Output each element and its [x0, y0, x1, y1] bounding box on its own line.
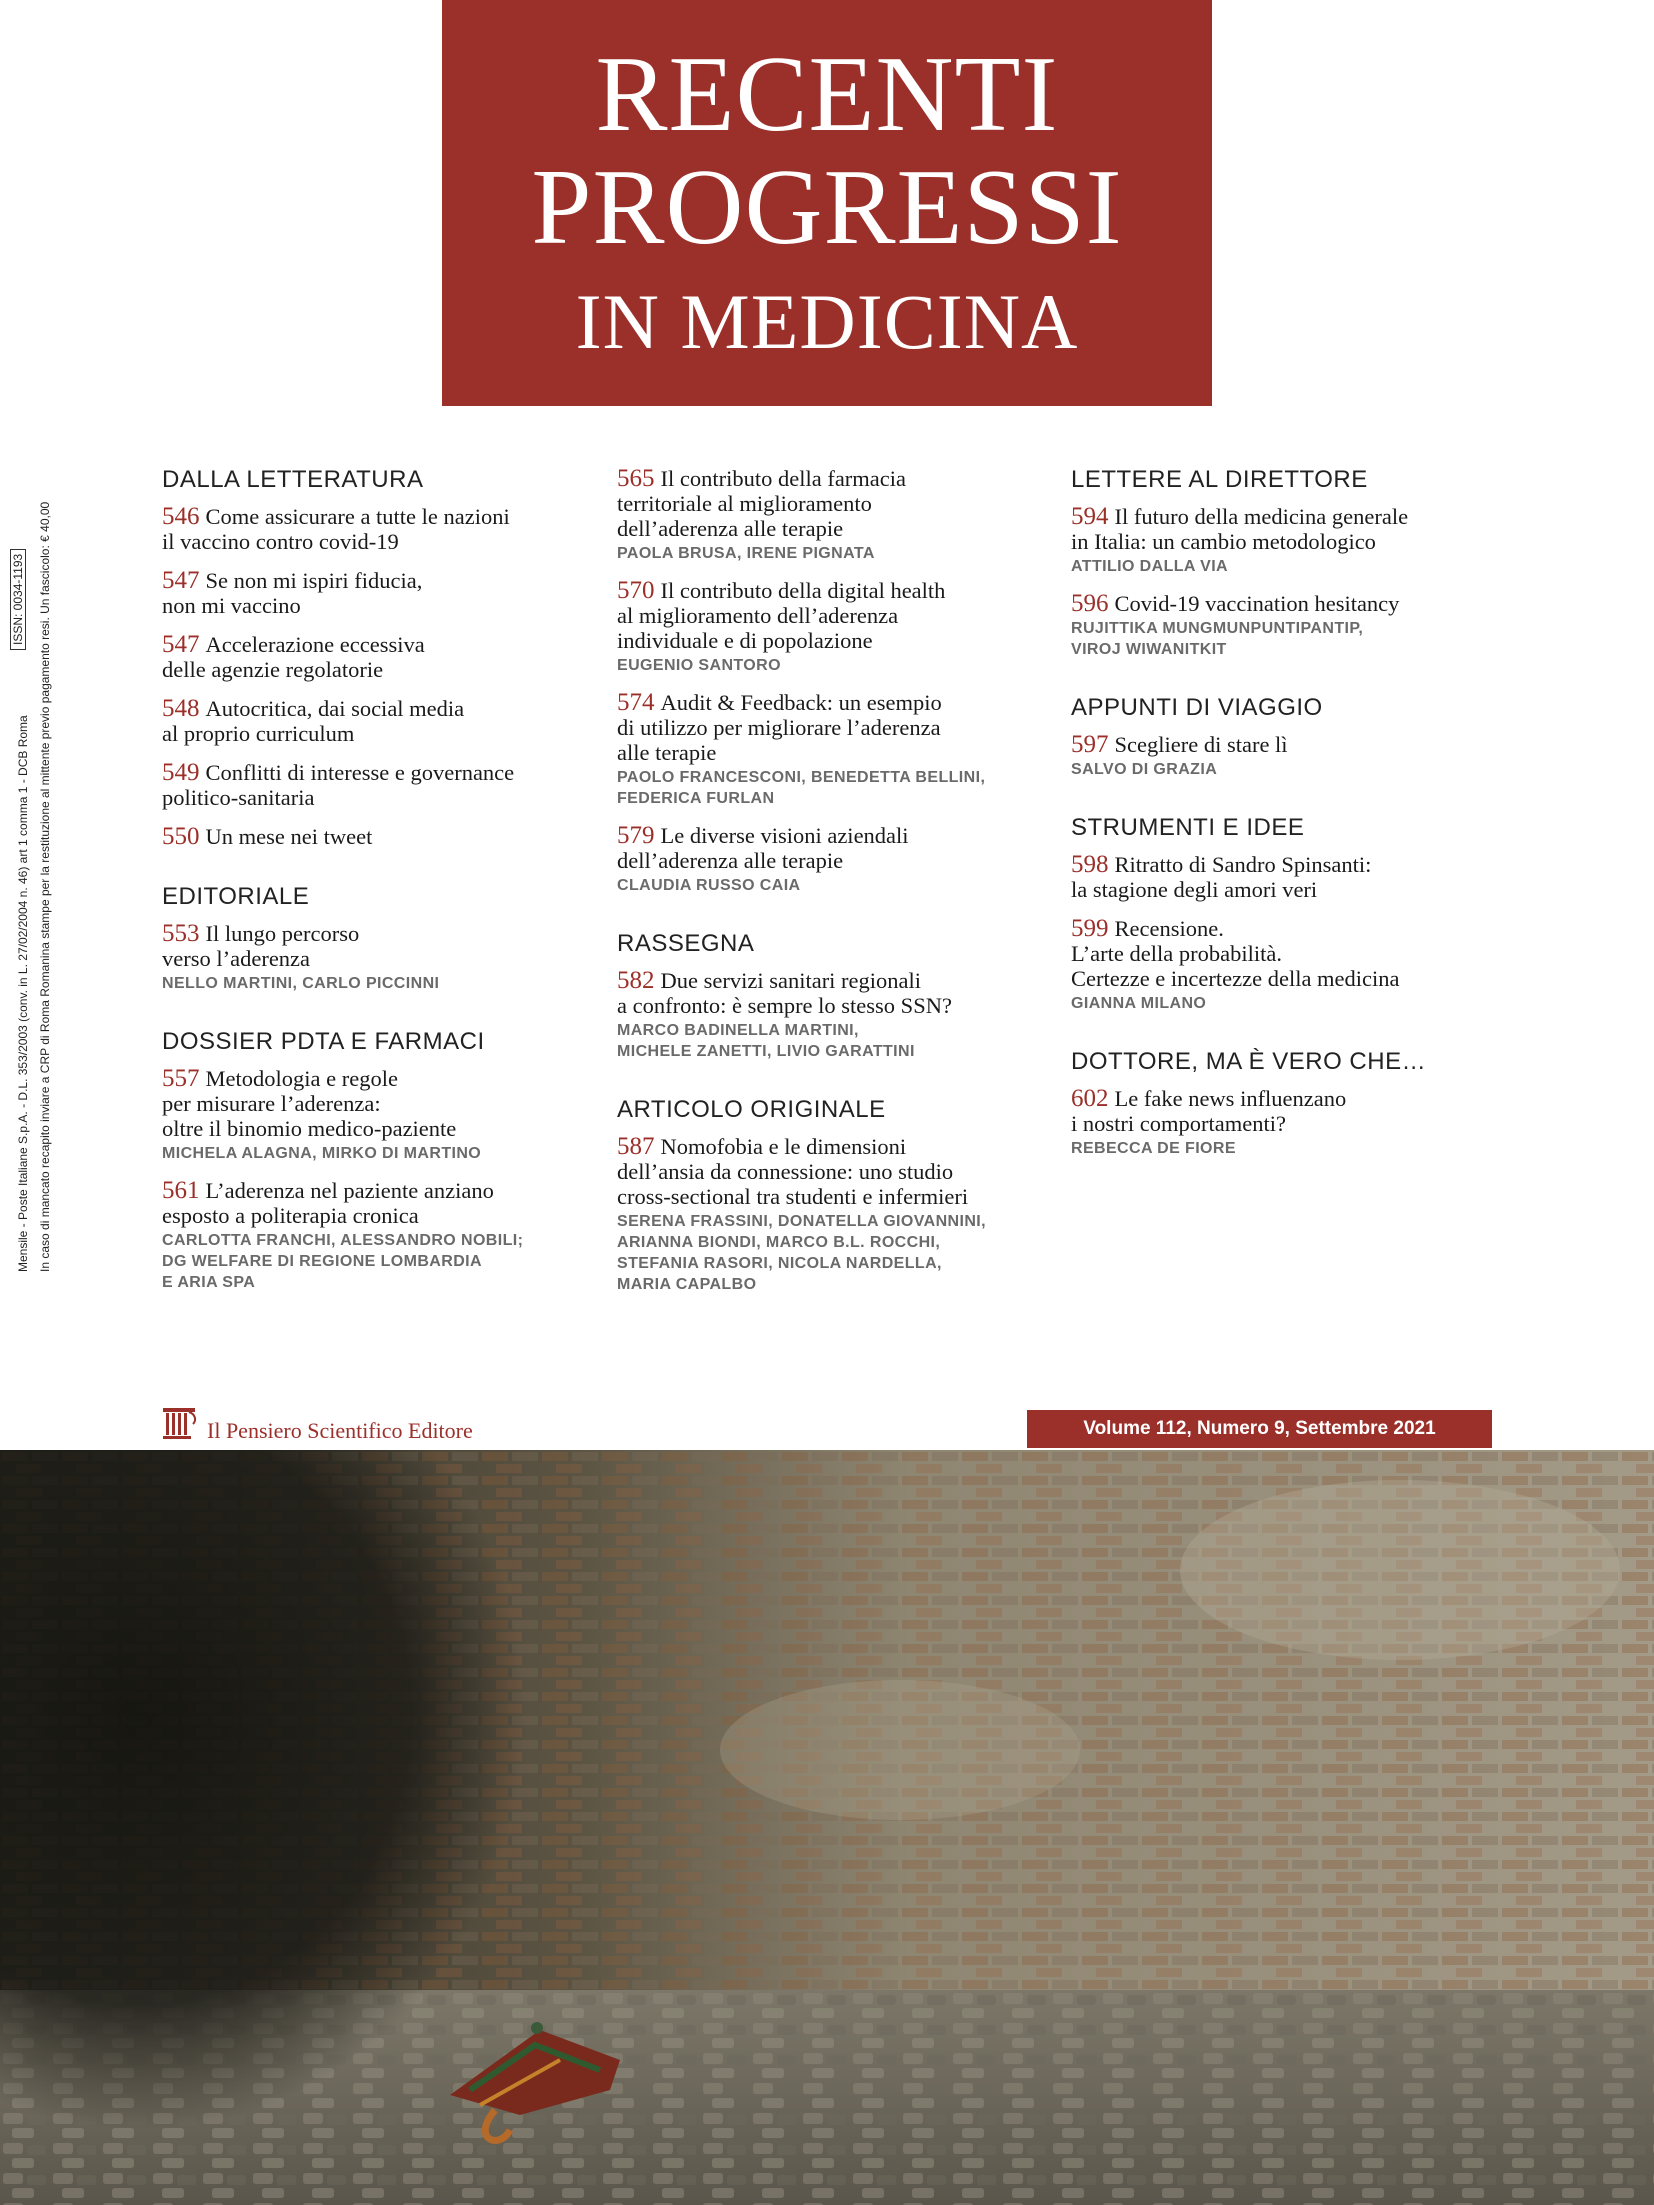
article-title-line: non mi vaccino	[162, 593, 301, 618]
toc-item[interactable]	[162, 568, 592, 618]
article-authors: PAOLO FRANCESCONI, BENEDETTA BELLINI,	[617, 769, 986, 786]
masthead-line-2: PROGRESSI	[531, 148, 1123, 267]
article-authors: E ARIA SPA	[162, 1274, 256, 1291]
page-number: 574	[617, 689, 655, 716]
issn-label: ISSN: 0034-1193	[10, 549, 26, 650]
article-authors: MICHELE ZANETTI, LIVIO GARATTINI	[617, 1043, 915, 1060]
toc-item[interactable]	[617, 690, 1047, 809]
section-heading: LETTERE AL DIRETTORE	[1071, 466, 1368, 493]
article-title: Le fake news influenzano	[1114, 1086, 1347, 1111]
article-authors: MARIA CAPALBO	[617, 1276, 757, 1293]
article-title-line: individuale e di popolazione	[617, 628, 873, 653]
toc-item[interactable]	[617, 466, 1047, 564]
toc-item[interactable]	[1071, 916, 1501, 1014]
masthead-line-1: RECENTI	[595, 35, 1059, 154]
section-heading: STRUMENTI E IDEE	[1071, 814, 1305, 841]
toc-item[interactable]	[1071, 732, 1501, 780]
page-number: 579	[617, 822, 655, 849]
page-number: 561	[162, 1177, 200, 1204]
section-heading: ARTICOLO ORIGINALE	[617, 1096, 886, 1123]
article-title: Ritratto di Sandro Spinsanti:	[1114, 852, 1372, 877]
article-title-line: la stagione degli amori veri	[1071, 877, 1318, 902]
page-number: 550	[162, 823, 200, 850]
article-title-line: cross-sectional tra studenti e infermieri	[617, 1184, 969, 1209]
article-authors: GIANNA MILANO	[1071, 995, 1207, 1012]
page-number: 548	[162, 695, 200, 722]
page-number: 596	[1071, 590, 1109, 617]
publisher-name: Il Pensiero Scientifico Editore	[207, 1418, 473, 1443]
article-title: Se non mi ispiri fiducia,	[205, 568, 423, 593]
article-title: Le diverse visioni aziendali	[660, 823, 909, 848]
article-title: Il futuro della medicina generale	[1114, 504, 1409, 529]
article-title-line: oltre il binomio medico-paziente	[162, 1116, 457, 1141]
article-authors: CLAUDIA RUSSO CAIA	[617, 877, 801, 894]
toc-column-2	[617, 466, 1047, 1309]
article-title-line: in Italia: un cambio metodologico	[1071, 529, 1376, 554]
article-authors: EUGENIO SANTORO	[617, 657, 781, 674]
page-number: 599	[1071, 915, 1109, 942]
section-heading: DALLA LETTERATURA	[162, 466, 424, 493]
page-number: 546	[162, 503, 200, 530]
toc-item[interactable]	[617, 578, 1047, 676]
toc-item[interactable]	[162, 1066, 592, 1164]
masthead	[442, 0, 1212, 406]
page-number: 602	[1071, 1085, 1109, 1112]
article-title-line: dell’ansia da connessione: uno studio	[617, 1159, 954, 1184]
toc-item[interactable]	[617, 968, 1047, 1062]
page-number: 594	[1071, 503, 1109, 530]
article-title: Metodologia e regole	[205, 1066, 398, 1091]
article-authors: MICHELA ALAGNA, MIRKO DI MARTINO	[162, 1145, 482, 1162]
article-title-line: il vaccino contro covid-19	[162, 529, 399, 554]
section-heading: DOTTORE, MA È VERO CHE…	[1071, 1048, 1427, 1075]
article-authors: ARIANNA BIONDI, MARCO B.L. ROCCHI,	[617, 1234, 941, 1251]
toc-item[interactable]	[162, 921, 592, 994]
publisher-logo-icon	[161, 1404, 199, 1442]
article-title-line: alle terapie	[617, 740, 717, 765]
article-title-line: al miglioramento dell’aderenza	[617, 603, 899, 628]
article-title: Recensione.	[1114, 916, 1224, 941]
toc-item[interactable]	[162, 824, 592, 849]
article-title-line: territoriale al miglioramento	[617, 491, 872, 516]
volume-info: Volume 112, Numero 9, Settembre 2021	[1027, 1410, 1492, 1448]
article-title: Scegliere di stare lì	[1114, 732, 1288, 757]
toc-item[interactable]	[162, 760, 592, 810]
article-authors: ATTILIO DALLA VIA	[1071, 558, 1229, 575]
section-heading: RASSEGNA	[617, 930, 755, 957]
article-title: Covid-19 vaccination hesitancy	[1114, 591, 1400, 616]
cover-photo	[0, 1450, 1654, 2205]
article-authors: FEDERICA FURLAN	[617, 790, 775, 807]
article-title: Nomofobia e le dimensioni	[660, 1134, 907, 1159]
page-number: 587	[617, 1133, 655, 1160]
wall-photo-image	[0, 1450, 1654, 2205]
article-authors: STEFANIA RASORI, NICOLA NARDELLA,	[617, 1255, 942, 1272]
page-number: 547	[162, 567, 200, 594]
article-title-line: verso l’aderenza	[162, 946, 311, 971]
section-heading: EDITORIALE	[162, 883, 310, 910]
article-title: Audit & Feedback: un esempio	[660, 690, 942, 715]
article-authors: PAOLA BRUSA, IRENE PIGNATA	[617, 545, 875, 562]
page-number: 553	[162, 920, 200, 947]
article-title-line: i nostri comportamenti?	[1071, 1111, 1286, 1136]
page-number: 570	[617, 577, 655, 604]
masthead-line-3: IN MEDICINA	[575, 278, 1079, 365]
toc-item[interactable]	[162, 504, 592, 554]
article-title-line: a confronto: è sempre lo stesso SSN?	[617, 993, 952, 1018]
article-title-line: L’arte della probabilità.	[1071, 941, 1282, 966]
article-title-line: Certezze e incertezze della medicina	[1071, 966, 1400, 991]
toc-column-3	[1071, 466, 1501, 1173]
page-number: 597	[1071, 731, 1109, 758]
article-title: Il lungo percorso	[205, 921, 360, 946]
article-title: Il contributo della farmacia	[660, 466, 907, 491]
article-title: Conflitti di interesse e governance	[205, 760, 515, 785]
page-number: 565	[617, 465, 655, 492]
article-title-line: di utilizzo per migliorare l’aderenza	[617, 715, 941, 740]
toc-item[interactable]	[1071, 852, 1501, 902]
page-number: 582	[617, 967, 655, 994]
page-number: 598	[1071, 851, 1109, 878]
article-authors: VIROJ WIWANITKIT	[1071, 641, 1227, 658]
article-authors: DG WELFARE DI REGIONE LOMBARDIA	[162, 1253, 482, 1270]
section-heading: APPUNTI DI VIAGGIO	[1071, 694, 1323, 721]
article-title: Autocritica, dai social media	[205, 696, 465, 721]
postal-line-2: In caso di mancato recapito inviare a CRP di Roma Romanina stampe per la restituzione al mittente previo pagamento resi. Un fascicolo: € 40,00	[38, 501, 52, 1272]
article-authors: MARCO BADINELLA MARTINI,	[617, 1022, 859, 1039]
article-title-line: esposto a politerapia cronica	[162, 1203, 419, 1228]
article-title-line: per misurare l’aderenza:	[162, 1091, 381, 1116]
toc-item[interactable]	[162, 632, 592, 682]
article-title: Due servizi sanitari regionali	[660, 968, 922, 993]
article-title: Accelerazione eccessiva	[205, 632, 425, 657]
page-number: 547	[162, 631, 200, 658]
article-authors: NELLO MARTINI, CARLO PICCINNI	[162, 975, 440, 992]
article-title-line: dell’aderenza alle terapie	[617, 516, 844, 541]
article-title-line: al proprio curriculum	[162, 721, 355, 746]
toc-column-1	[162, 466, 592, 1307]
article-title: Un mese nei tweet	[205, 824, 373, 849]
toc-item[interactable]	[617, 823, 1047, 896]
article-authors: REBECCA DE FIORE	[1071, 1140, 1236, 1157]
article-authors: SERENA FRASSINI, DONATELLA GIOVANNINI,	[617, 1213, 986, 1230]
article-title-line: dell’aderenza alle terapie	[617, 848, 844, 873]
toc-item[interactable]	[162, 696, 592, 746]
article-authors: SALVO DI GRAZIA	[1071, 761, 1218, 778]
article-title: Il contributo della digital health	[660, 578, 946, 603]
postal-line-1: Mensile - Poste Italiane S.p.A. - D.L. 353/2003 (conv. in L. 27/02/2004 n. 46) art 1 comma 1 - DCB Roma	[16, 715, 30, 1272]
article-authors: CARLOTTA FRANCHI, ALESSANDRO NOBILI;	[162, 1232, 524, 1249]
toc-item[interactable]	[1071, 504, 1501, 577]
toc-item[interactable]	[1071, 1086, 1501, 1159]
toc-item[interactable]	[617, 1134, 1047, 1295]
toc-item[interactable]	[1071, 591, 1501, 660]
article-title-line: delle agenzie regolatorie	[162, 657, 384, 682]
article-title-line: politico-sanitaria	[162, 785, 315, 810]
article-title: L’aderenza nel paziente anziano	[205, 1178, 494, 1203]
page-number: 557	[162, 1065, 200, 1092]
toc-item[interactable]	[162, 1178, 592, 1293]
page-number: 549	[162, 759, 200, 786]
postal-sidebar	[10, 450, 58, 1330]
section-heading: DOSSIER PDTA E FARMACI	[162, 1028, 485, 1055]
article-title: Come assicurare a tutte le nazioni	[205, 504, 510, 529]
article-authors: RUJITTIKA MUNGMUNPUNTIPANTIP,	[1071, 620, 1364, 637]
